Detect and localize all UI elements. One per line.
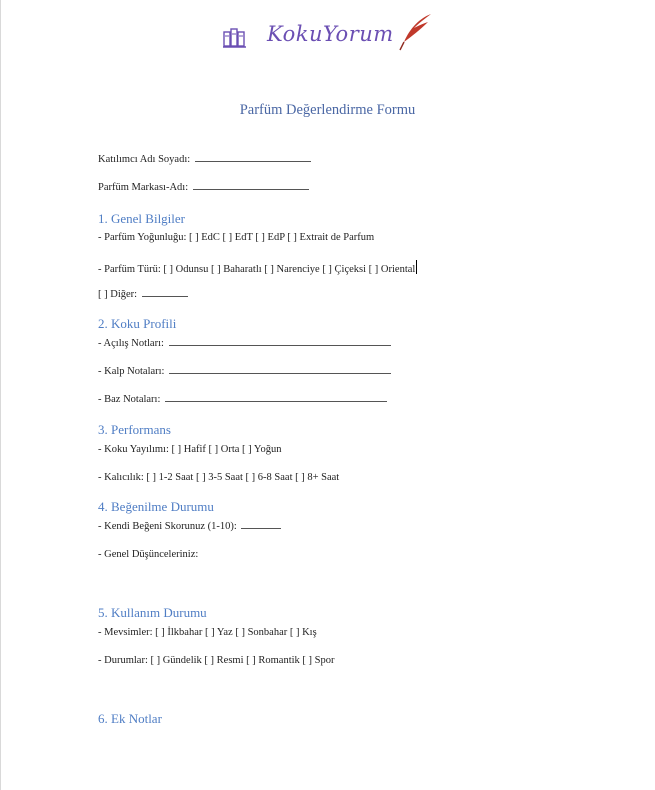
seasons-options[interactable]: - Mevsimler: [ ] İlkbahar [ ] Yaz [ ] Sonbahar [ ] Kış — [98, 627, 317, 638]
brand-label: Parfüm Markası-Adı: — [98, 182, 189, 193]
brand-field[interactable] — [98, 182, 309, 193]
logo — [222, 12, 432, 56]
text-cursor — [416, 260, 417, 274]
base-notes-label: - Baz Notaları: — [98, 394, 161, 405]
score-label: - Kendi Beğeni Skorunuz (1-10): — [98, 521, 237, 532]
longevity-options[interactable]: - Kalıcılık: [ ] 1-2 Saat [ ] 3-5 Saat [ ] 6-8 Saat [ ] 8+ Saat — [98, 472, 340, 483]
section-6-heading: 6. Ek Notlar — [98, 711, 162, 726]
brand-blank[interactable] — [193, 188, 309, 190]
intensity-options[interactable]: - Parfüm Yoğunluğu: [ ] EdC [ ] EdT [ ] EdP [ ] Extrait de Parfum — [98, 232, 375, 243]
participant-label: Katılımcı Adı Soyadı: — [98, 154, 191, 165]
other-field[interactable] — [98, 289, 188, 300]
score-blank[interactable] — [241, 527, 281, 529]
logo-text: KokuYorum — [267, 22, 394, 46]
score-field[interactable] — [98, 521, 281, 532]
participant-blank[interactable] — [195, 160, 311, 162]
other-label: [ ] Diğer: — [98, 289, 138, 300]
base-notes-blank[interactable] — [165, 400, 387, 402]
books-icon — [222, 24, 248, 50]
section-2-heading: 2. Koku Profili — [98, 316, 177, 331]
quill-icon — [398, 12, 434, 52]
type-options-text: - Parfüm Türü: [ ] Odunsu [ ] Baharatlı [ ] Narenciye [ ] Çiçeksi [ ] Oriental — [98, 264, 416, 275]
section-4-heading: 4. Beğenilme Durumu — [98, 499, 214, 514]
heart-notes-blank[interactable] — [169, 372, 391, 374]
heart-notes-field[interactable] — [98, 366, 391, 377]
top-notes-blank[interactable] — [169, 344, 391, 346]
sillage-options[interactable]: - Koku Yayılımı: [ ] Hafif [ ] Orta [ ] Yoğun — [98, 444, 282, 455]
heart-notes-label: - Kalp Notaları: — [98, 366, 165, 377]
occasions-options[interactable]: - Durumlar: [ ] Gündelik [ ] Resmi [ ] Romantik [ ] Spor — [98, 655, 335, 666]
section-3-heading: 3. Performans — [98, 422, 171, 437]
section-5-heading: 5. Kullanım Durumu — [98, 605, 207, 620]
participant-field[interactable] — [98, 154, 311, 165]
base-notes-field[interactable] — [98, 394, 387, 405]
form-title: Parfüm Değerlendirme Formu — [239, 102, 416, 118]
type-options[interactable] — [98, 260, 417, 275]
top-notes-label: - Açılış Notları: — [98, 338, 164, 349]
thoughts-field[interactable]: - Genel Düşünceleriniz: — [98, 549, 199, 560]
top-notes-field[interactable] — [98, 338, 391, 349]
section-1-heading: 1. Genel Bilgiler — [98, 211, 186, 226]
other-blank[interactable] — [142, 295, 188, 297]
